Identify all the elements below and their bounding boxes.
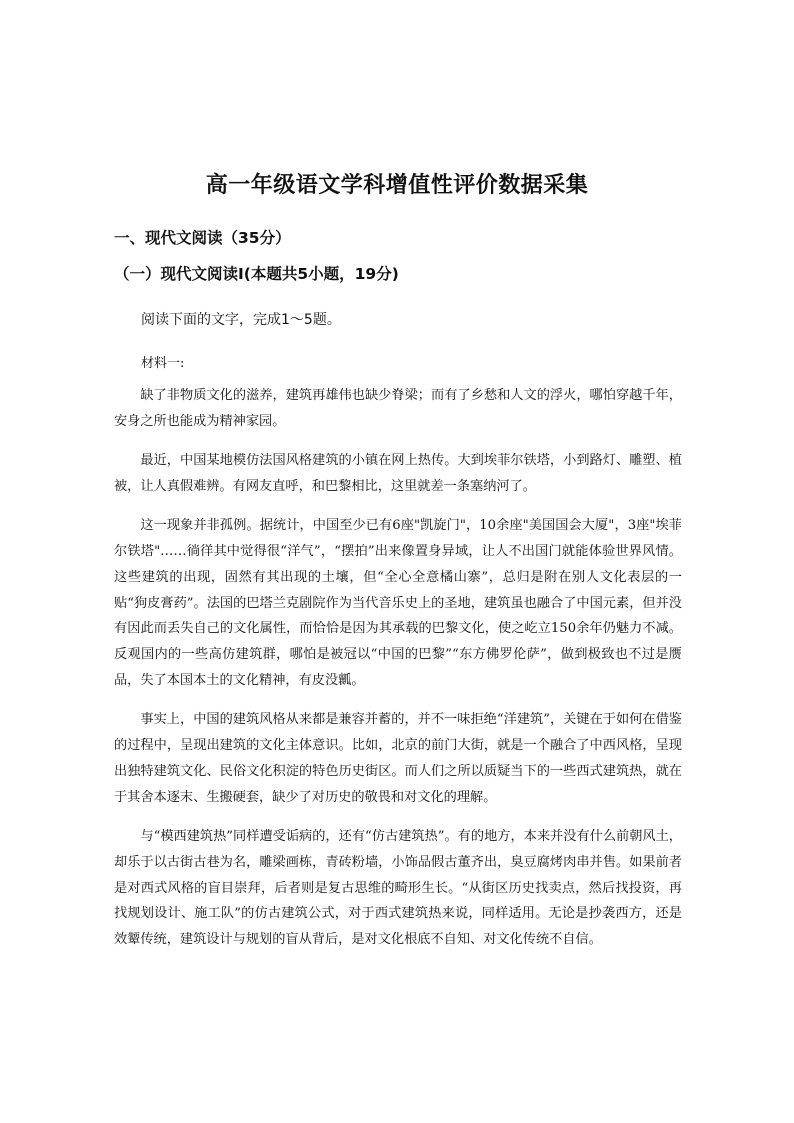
material-label: 材料一: [141, 356, 185, 371]
paragraph: 这一现象并非孤例。据统计，中国至少已有6座"凯旋门"，10余座"美国国会大厦"，3座"埃菲尔铁塔"……徜徉其中觉得很“洋气”，“摆拍”出来像置身异域，让人不出国门就能体验世界风情。这些建筑的出现，固然有其出现的土壤，但“全心全意橘山寨”，总归是附在别人文化表层的一贴“狗皮膏药”。法国的巴塔兰克剧院作为当代音乐史上的圣地，建筑虽也融合了中国元素，但并没有因此而丢失自己的文化属性，而恰恰是因为其承载的巴黎文化，使之屹立150余年仍魅力不减。反观国内的一些高仿建筑群，哪怕是被冠以“中国的巴黎”“东方佛罗伦萨”，做到极致也不过是赝品，失了本国本土的文化精神，有皮没瓤。 [114, 518, 682, 688]
article-body [114, 383, 682, 966]
paragraph: 最近，中国某地模仿法国风格建筑的小镇在网上热传。大到埃菲尔铁塔，小到路灯、雕塑、植被，让人真假难辨。有网友直呼，和巴黎相比，这里就差一条塞纳河了。 [114, 453, 682, 494]
paragraph: 事实上，中国的建筑风格从来都是兼容并蓄的，并不一味拒绝“洋建筑”，关键在于如何在借鉴的过程中，呈现出建筑的文化主体意识。比如，北京的前门大街，就是一个融合了中西风格，呈现出独特建筑文化、民俗文化积淀的特色历史街区。而人们之所以质疑当下的一些西式建筑热，就在于其舍本逐末、生搬硬套，缺少了对历史的敬畏和对文化的理解。 [114, 712, 682, 805]
reading-instruction: 阅读下面的文字，完成1～5题。 [141, 312, 341, 328]
paragraph: 与“模西建筑热”同样遭受诟病的，还有“仿古建筑热”。有的地方，本来并没有什么前朝风土，却乐于以古街古巷为名，雕梁画栋，青砖粉墙，小饰品假古董齐出，臭豆腐烤肉串并售。如果前者是对西式风格的盲目崇拜，后者则是复古思维的畸形生长。“从街区历史找卖点，然后找投资，再找规划设计、施工队”的仿古建筑公式，对于西式建筑热来说，同样适用。无论是抄袭西方，还是效颦传统，建筑设计与规划的盲从背后，是对文化根底不自知、对文化传统不自信。 [114, 828, 682, 948]
section-heading: 一、现代文阅读（35分） [114, 229, 291, 247]
subsection-heading: （一）现代文阅读Ⅰ(本题共5小题，19分) [114, 265, 399, 283]
page-title: 高一年级语文学科增值性评价数据采集 [205, 173, 589, 198]
paragraph: 缺了非物质文化的滋养，建筑再雄伟也缺少脊梁；而有了乡愁和人文的浮火，哪怕穿越千年，安身之所也能成为精神家园。 [114, 388, 682, 429]
